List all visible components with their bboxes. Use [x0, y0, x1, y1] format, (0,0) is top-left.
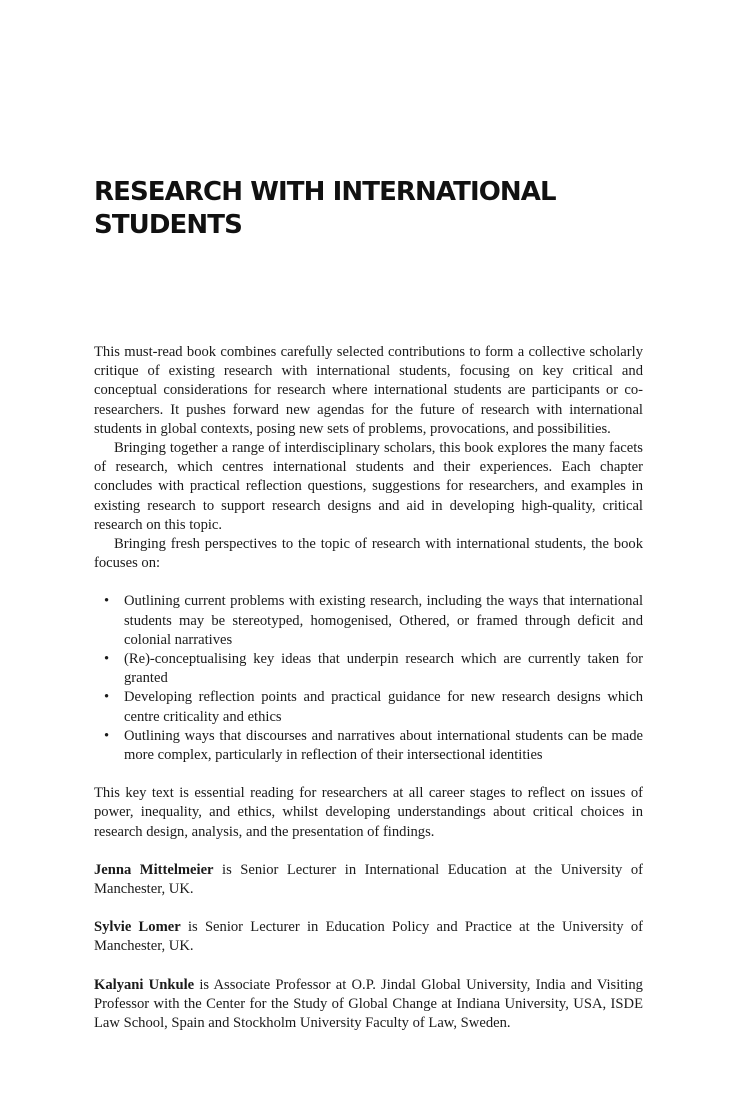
author-name: Sylvie Lomer: [94, 919, 181, 936]
bullet-icon: •: [104, 593, 110, 610]
book-title: [94, 176, 643, 242]
spacer: [94, 842, 643, 861]
description-paragraph-1: This must-read book combines carefully selected contributions to form a collective scholarly critique of existing research with international students, focusing on key critical and conceptual considerations for research where international students are participants or co-researchers. It pushes forward new agendas for the future of research with international students in global contexts, posing new sets of problems, provocations, and possibilities.: [94, 344, 643, 437]
author-bio-text: is Senior Lecturer in International Education at the University of Manchester, UK.: [94, 861, 643, 898]
book-title-line-1: RESEARCH WITH INTERNATIONAL: [94, 177, 556, 207]
bullet-item: [94, 688, 643, 726]
bullet-text: Developing reflection points and practical guidance for new research designs which centre criticality and ethics: [124, 689, 643, 725]
author-bio-text: is Senior Lecturer in Education Policy and Practice at the University of Manchester, UK.: [94, 919, 644, 955]
bullet-icon: •: [104, 689, 110, 706]
focus-bullet-list: [94, 592, 643, 765]
author-bio-2: [94, 918, 643, 956]
bullet-text: Outlining current problems with existing research, including the ways that international students may be stereotyped, homogenised, Othered, or framed through deficit and colonial narratives: [124, 593, 643, 648]
bullet-item: [94, 650, 643, 688]
author-bio-3: [94, 976, 643, 1034]
description-paragraph-3: Bringing fresh perspectives to the topic of research with international students, the book focuses on:: [94, 536, 643, 572]
bullet-text: (Re)-conceptualising key ideas that underpin research which are currently taken for granted: [124, 651, 643, 687]
book-title-line-2: STUDENTS: [94, 210, 242, 240]
author-bio-1: [94, 861, 643, 899]
author-name: Kalyani Unkule: [94, 976, 195, 993]
bullet-icon: •: [104, 651, 110, 668]
bullet-text: Outlining ways that discourses and narratives about international students can be made more complex, particularly in reflection of their intersectional identities: [124, 727, 643, 764]
bullet-item: [94, 592, 643, 650]
author-bio-text: is Associate Professor at O.P. Jindal Global University, India and Visiting Professor with the Center for the Study of Global Change at Indiana University, USA, ISDE Law School, Spain and Stockholm University Faculty of Law, Sweden.: [94, 976, 643, 1032]
bullet-item: [94, 727, 643, 765]
book-description: [94, 343, 643, 1033]
closing-paragraph: This key text is essential reading for researchers at all career stages to reflect on issues of power, inequality, and ethics, whilst developing understandings about critical choices in research design, analysis, and the presentation of findings.: [94, 785, 643, 840]
description-paragraph-2: Bringing together a range of interdisciplinary scholars, this book explores the many facets of research, which centres international students and their experiences. Each chapter concludes with practical reflection questions, suggestions for researchers, and examples in existing research to support research designs and aid in developing high-quality, critical research on this topic.: [94, 440, 643, 533]
author-name: Jenna Mittelmeier: [94, 861, 214, 878]
spacer: [94, 899, 643, 918]
bullet-icon: •: [104, 727, 110, 744]
spacer: [94, 957, 643, 976]
